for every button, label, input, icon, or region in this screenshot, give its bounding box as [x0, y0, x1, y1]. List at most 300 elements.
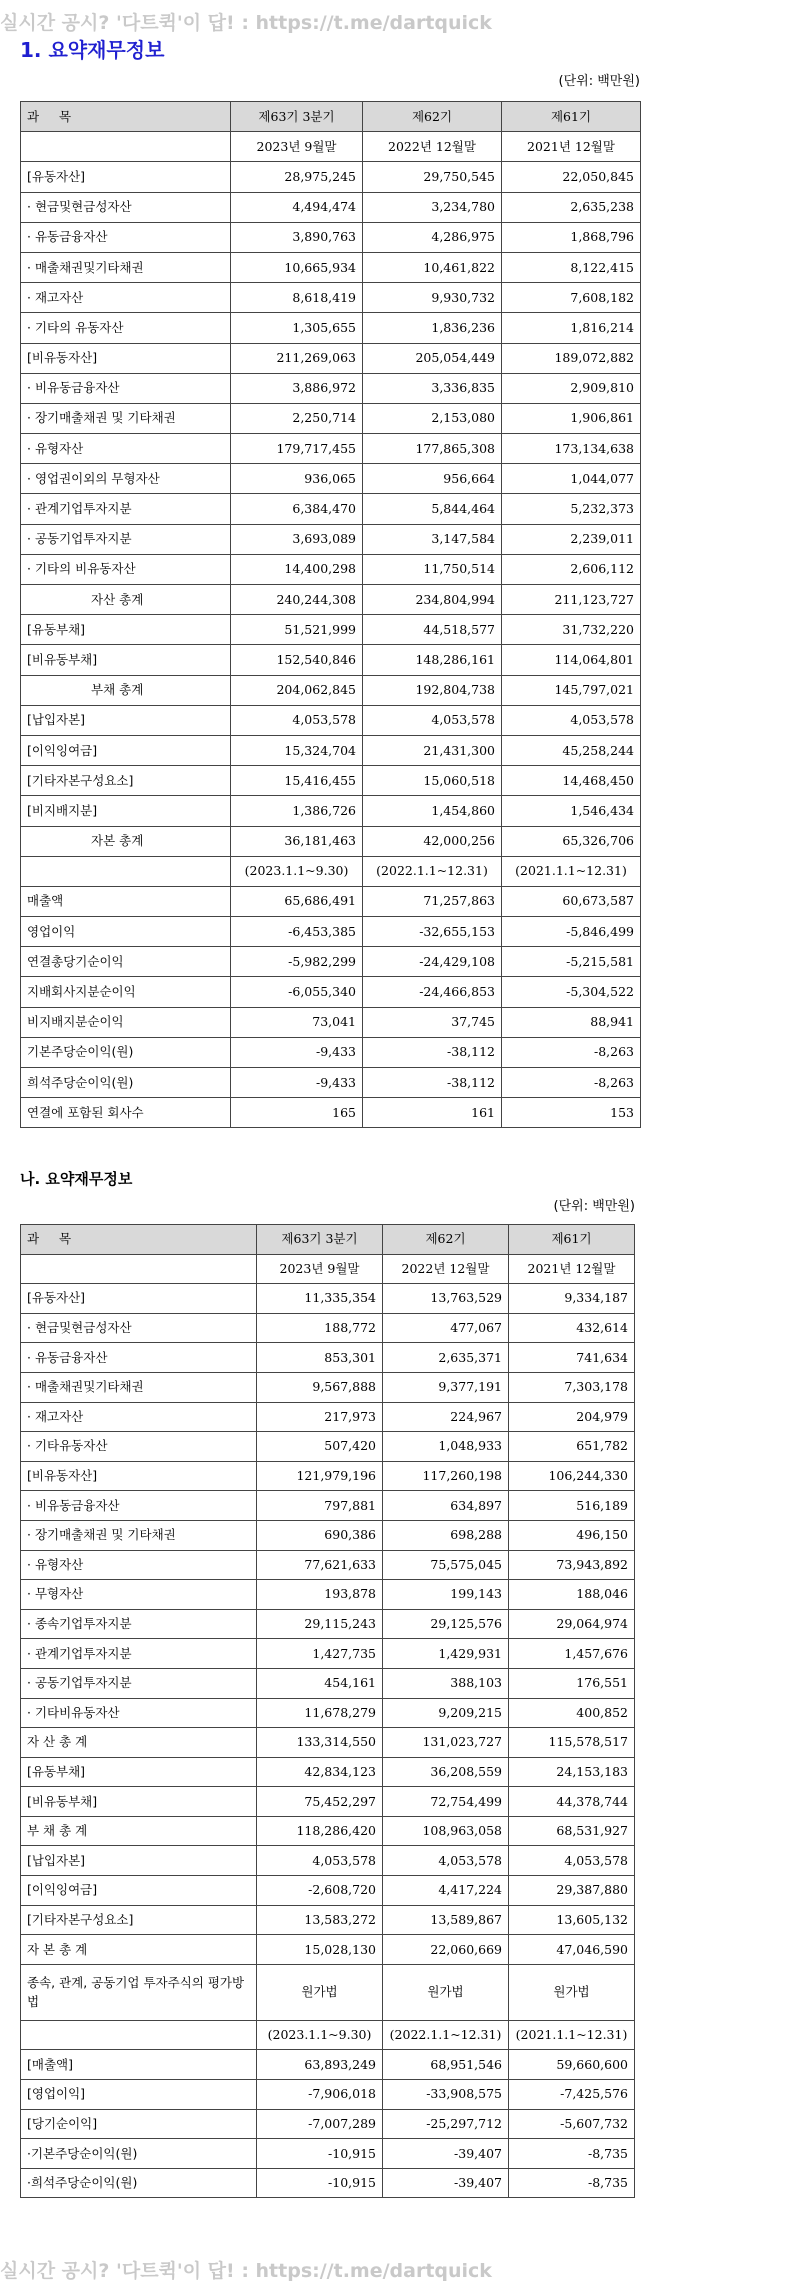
header-period-cell: 제63기 3분기	[231, 102, 363, 132]
value-cell: 507,420	[257, 1432, 383, 1462]
row-label-cell: · 유형자산	[21, 434, 231, 464]
value-cell: 1,386,726	[231, 796, 363, 826]
value-cell: 1,457,676	[509, 1639, 635, 1669]
value-cell: 651,782	[509, 1432, 635, 1462]
value-cell: 432,614	[509, 1313, 635, 1343]
value-cell: 71,257,863	[363, 886, 502, 916]
period-cell: (2023.1.1~9.30)	[231, 856, 363, 886]
header-label-cell: 과 목	[21, 102, 231, 132]
value-cell: 2,239,011	[502, 524, 641, 554]
period-cell: (2022.1.1~12.31)	[383, 2020, 509, 2050]
table-row	[21, 766, 641, 796]
value-cell: -25,297,712	[383, 2109, 509, 2139]
table-row	[21, 252, 641, 282]
value-cell: 13,605,132	[509, 1905, 635, 1935]
value-cell: 117,260,198	[383, 1461, 509, 1491]
period-cell: (2023.1.1~9.30)	[257, 2020, 383, 2050]
value-cell: -24,429,108	[363, 947, 502, 977]
period-cell: (2021.1.1~12.31)	[502, 856, 641, 886]
value-cell: 4,053,578	[231, 705, 363, 735]
table-row	[21, 283, 641, 313]
row-label-cell: [기타자본구성요소]	[21, 1905, 257, 1935]
value-cell: 5,844,464	[363, 494, 502, 524]
row-label-cell: · 관계기업투자지분	[21, 1639, 257, 1669]
row-label-cell: [당기순이익]	[21, 2109, 257, 2139]
value-cell: 68,531,927	[509, 1816, 635, 1846]
table-row	[21, 554, 641, 584]
row-label-cell: · 비유동금융자산	[21, 1491, 257, 1521]
value-cell: 47,046,590	[509, 1935, 635, 1965]
table-row	[21, 1905, 635, 1935]
value-cell: 240,244,308	[231, 585, 363, 615]
row-label-cell: · 장기매출채권 및 기타채권	[21, 1520, 257, 1550]
table-row	[21, 886, 641, 916]
value-cell: 4,053,578	[383, 1846, 509, 1876]
table-row	[21, 615, 641, 645]
value-cell: 36,208,559	[383, 1757, 509, 1787]
value-cell: 217,973	[257, 1402, 383, 1432]
value-cell: 496,150	[509, 1520, 635, 1550]
value-cell: 211,269,063	[231, 343, 363, 373]
header-period-cell: 제61기	[509, 1225, 635, 1255]
row-label-cell: [비유동자산]	[21, 343, 231, 373]
table-row	[21, 1550, 635, 1580]
row-label-cell: · 공동기업투자지분	[21, 1668, 257, 1698]
value-cell: 7,303,178	[509, 1372, 635, 1402]
date-cell: 2023년 9월말	[231, 132, 363, 162]
value-cell: 4,053,578	[502, 705, 641, 735]
table-row	[21, 1639, 635, 1669]
value-cell: 234,804,994	[363, 585, 502, 615]
value-cell: 29,064,974	[509, 1609, 635, 1639]
value-cell: 3,890,763	[231, 222, 363, 252]
row-label-cell: [이익잉여금]	[21, 735, 231, 765]
table-row	[21, 1520, 635, 1550]
value-cell: 4,417,224	[383, 1876, 509, 1906]
value-cell: -2,608,720	[257, 1876, 383, 1906]
value-cell: -6,055,340	[231, 977, 363, 1007]
header-label-cell: 과 목	[21, 1225, 257, 1255]
table-row	[21, 1098, 641, 1128]
value-cell: 14,468,450	[502, 766, 641, 796]
value-cell: 13,763,529	[383, 1284, 509, 1314]
row-label-cell: 비지배지분순이익	[21, 1007, 231, 1037]
table-row	[21, 1787, 635, 1817]
table-row	[21, 645, 641, 675]
value-cell: 1,816,214	[502, 313, 641, 343]
row-label-cell: · 기타의 비유동자산	[21, 554, 231, 584]
value-cell: 9,334,187	[509, 1284, 635, 1314]
row-label-cell: 부 채 총 계	[21, 1816, 257, 1846]
value-cell: 11,678,279	[257, 1698, 383, 1728]
row-label-cell: [유동자산]	[21, 162, 231, 192]
value-cell: -5,607,732	[509, 2109, 635, 2139]
header-period-cell: 제63기 3분기	[257, 1225, 383, 1255]
value-cell: 3,886,972	[231, 373, 363, 403]
value-cell: 9,930,732	[363, 283, 502, 313]
table-row	[21, 675, 641, 705]
row-label-cell: 부채 총계	[21, 675, 231, 705]
table-row	[21, 2168, 635, 2198]
row-label-cell: 자 본 총 계	[21, 1935, 257, 1965]
row-label-cell: [비유동자산]	[21, 1461, 257, 1491]
value-cell: 4,286,975	[363, 222, 502, 252]
value-cell: 189,072,882	[502, 343, 641, 373]
value-cell: -5,982,299	[231, 947, 363, 977]
value-cell: 51,521,999	[231, 615, 363, 645]
row-label-cell: [비유동부채]	[21, 1787, 257, 1817]
table-row	[21, 1876, 635, 1906]
table-row	[21, 1935, 635, 1965]
value-cell: 3,147,584	[363, 524, 502, 554]
value-cell: 1,429,931	[383, 1639, 509, 1669]
value-cell: 65,686,491	[231, 886, 363, 916]
value-cell: -5,304,522	[502, 977, 641, 1007]
table-row	[21, 1461, 635, 1491]
empty-cell	[21, 132, 231, 162]
value-cell: 1,048,933	[383, 1432, 509, 1462]
value-cell: 15,060,518	[363, 766, 502, 796]
table-row	[21, 1757, 635, 1787]
section-1-unit: (단위: 백만원)	[558, 74, 640, 89]
row-label-cell: 연결총당기순이익	[21, 947, 231, 977]
table-row	[21, 705, 641, 735]
value-cell: 75,575,045	[383, 1550, 509, 1580]
table-row	[21, 2050, 635, 2080]
value-cell: 21,431,300	[363, 735, 502, 765]
table-row	[21, 1491, 635, 1521]
value-cell: -39,407	[383, 2168, 509, 2198]
table-row	[21, 373, 641, 403]
value-cell: 11,335,354	[257, 1284, 383, 1314]
value-cell: -38,112	[363, 1068, 502, 1098]
value-cell: 161	[363, 1098, 502, 1128]
value-cell: -8,735	[509, 2139, 635, 2169]
value-cell: 24,153,183	[509, 1757, 635, 1787]
value-cell: 152,540,846	[231, 645, 363, 675]
value-cell: 454,161	[257, 1668, 383, 1698]
value-cell: 29,387,880	[509, 1876, 635, 1906]
value-cell: 44,518,577	[363, 615, 502, 645]
table-row	[21, 403, 641, 433]
value-cell: 204,979	[509, 1402, 635, 1432]
row-label-cell: [기타자본구성요소]	[21, 766, 231, 796]
date-cell: 2022년 12월말	[363, 132, 502, 162]
table-row	[21, 1846, 635, 1876]
value-cell: 936,065	[231, 464, 363, 494]
value-cell: 133,314,550	[257, 1728, 383, 1758]
row-label-cell: · 영업권이외의 무형자산	[21, 464, 231, 494]
value-cell: -33,908,575	[383, 2080, 509, 2110]
value-cell: 956,664	[363, 464, 502, 494]
table-row	[21, 1609, 635, 1639]
date-row	[21, 1254, 635, 1284]
value-cell: -39,407	[383, 2139, 509, 2169]
value-cell: 853,301	[257, 1343, 383, 1373]
value-cell: 42,834,123	[257, 1757, 383, 1787]
value-cell: 15,324,704	[231, 735, 363, 765]
row-label-cell: [납입자본]	[21, 705, 231, 735]
row-label-cell: · 기타의 유동자산	[21, 313, 231, 343]
table-row	[21, 826, 641, 856]
value-cell: 7,608,182	[502, 283, 641, 313]
row-label-cell: · 무형자산	[21, 1580, 257, 1610]
summary-financial-table-consolidated	[20, 101, 641, 1128]
value-cell: 22,050,845	[502, 162, 641, 192]
value-cell: 2,250,714	[231, 403, 363, 433]
value-cell: -7,007,289	[257, 2109, 383, 2139]
value-cell: 192,804,738	[363, 675, 502, 705]
value-cell: 10,665,934	[231, 252, 363, 282]
table-row	[21, 313, 641, 343]
value-cell: 224,967	[383, 1402, 509, 1432]
row-label-cell: 희석주당순이익(원)	[21, 1068, 231, 1098]
value-cell: 131,023,727	[383, 1728, 509, 1758]
value-cell: 73,943,892	[509, 1550, 635, 1580]
value-cell: 77,621,633	[257, 1550, 383, 1580]
value-cell: 9,377,191	[383, 1372, 509, 1402]
value-cell: 10,461,822	[363, 252, 502, 282]
value-cell: 193,878	[257, 1580, 383, 1610]
value-cell: 11,750,514	[363, 554, 502, 584]
value-cell: 1,906,861	[502, 403, 641, 433]
row-label-cell: · 매출채권및기타채권	[21, 1372, 257, 1402]
value-cell: 797,881	[257, 1491, 383, 1521]
value-cell: 13,589,867	[383, 1905, 509, 1935]
row-label-cell: · 공동기업투자지분	[21, 524, 231, 554]
table-row	[21, 1402, 635, 1432]
table-row	[21, 2080, 635, 2110]
value-cell: 690,386	[257, 1520, 383, 1550]
value-cell: 29,115,243	[257, 1609, 383, 1639]
table-row	[21, 1037, 641, 1067]
value-cell: 29,125,576	[383, 1609, 509, 1639]
value-cell: 6,384,470	[231, 494, 363, 524]
value-cell: 1,044,077	[502, 464, 641, 494]
value-cell: 204,062,845	[231, 675, 363, 705]
value-cell: 8,122,415	[502, 252, 641, 282]
table-row	[21, 1580, 635, 1610]
row-label-cell: · 현금및현금성자산	[21, 192, 231, 222]
value-cell: 75,452,297	[257, 1787, 383, 1817]
value-cell: 60,673,587	[502, 886, 641, 916]
value-cell: 2,909,810	[502, 373, 641, 403]
value-cell: 29,750,545	[363, 162, 502, 192]
value-cell: 13,583,272	[257, 1905, 383, 1935]
row-label-cell: · 유형자산	[21, 1550, 257, 1580]
row-label-cell: · 유동금융자산	[21, 222, 231, 252]
value-cell: 37,745	[363, 1007, 502, 1037]
date-cell: 2023년 9월말	[257, 1254, 383, 1284]
date-row	[21, 132, 641, 162]
table-row	[21, 917, 641, 947]
value-cell: -24,466,853	[363, 977, 502, 1007]
table-row	[21, 1698, 635, 1728]
value-cell: 15,028,130	[257, 1935, 383, 1965]
value-cell: -9,433	[231, 1037, 363, 1067]
value-cell: 516,189	[509, 1491, 635, 1521]
value-cell: 205,054,449	[363, 343, 502, 373]
row-label-cell: · 재고자산	[21, 1402, 257, 1432]
value-cell: 8,618,419	[231, 283, 363, 313]
header-row	[21, 1225, 635, 1255]
table-row	[21, 585, 641, 615]
row-label-cell: ·기본주당순이익(원)	[21, 2139, 257, 2169]
row-label-cell: · 기타비유동자산	[21, 1698, 257, 1728]
value-cell: 2,153,080	[363, 403, 502, 433]
date-cell: 2021년 12월말	[502, 132, 641, 162]
table-row	[21, 735, 641, 765]
date-cell: 2022년 12월말	[383, 1254, 509, 1284]
table-row	[21, 494, 641, 524]
value-cell: -38,112	[363, 1037, 502, 1067]
value-cell: 115,578,517	[509, 1728, 635, 1758]
row-label-cell: · 종속기업투자지분	[21, 1609, 257, 1639]
table-row	[21, 1068, 641, 1098]
table-row	[21, 947, 641, 977]
row-label-cell: 연결에 포함된 회사수	[21, 1098, 231, 1128]
row-label-cell: · 재고자산	[21, 283, 231, 313]
value-cell: 68,951,546	[383, 2050, 509, 2080]
table-row	[21, 222, 641, 252]
header-period-cell: 제62기	[363, 102, 502, 132]
date-cell: 2021년 12월말	[509, 1254, 635, 1284]
watermark-bottom: 실시간 공시? '다트퀵'이 답! : https://t.me/dartquick	[0, 2260, 492, 2282]
row-label-cell: · 장기매출채권 및 기타채권	[21, 403, 231, 433]
table-row	[21, 1728, 635, 1758]
table-row	[21, 1372, 635, 1402]
value-cell: -6,453,385	[231, 917, 363, 947]
section-2-title: 나. 요약재무정보	[20, 1170, 133, 1188]
value-cell: 148,286,161	[363, 645, 502, 675]
value-cell: 388,103	[383, 1668, 509, 1698]
row-label-cell: 영업이익	[21, 917, 231, 947]
row-label-cell: · 현금및현금성자산	[21, 1313, 257, 1343]
value-cell: 211,123,727	[502, 585, 641, 615]
row-label-cell: 자산 총계	[21, 585, 231, 615]
table-row	[21, 1816, 635, 1846]
table-row	[21, 796, 641, 826]
value-cell: 2,635,238	[502, 192, 641, 222]
value-cell: 14,400,298	[231, 554, 363, 584]
row-label-cell: · 매출채권및기타채권	[21, 252, 231, 282]
value-cell: -8,263	[502, 1037, 641, 1067]
row-label-cell: 자본 총계	[21, 826, 231, 856]
value-cell: 4,494,474	[231, 192, 363, 222]
period-cell: (2021.1.1~12.31)	[509, 2020, 635, 2050]
value-cell: 106,244,330	[509, 1461, 635, 1491]
row-label-cell: · 관계기업투자지분	[21, 494, 231, 524]
row-label-cell: 지배회사지분순이익	[21, 977, 231, 1007]
value-cell: 31,732,220	[502, 615, 641, 645]
value-cell: 45,258,244	[502, 735, 641, 765]
value-cell: 1,427,735	[257, 1639, 383, 1669]
value-cell: 400,852	[509, 1698, 635, 1728]
value-cell: -10,915	[257, 2168, 383, 2198]
table-row	[21, 2109, 635, 2139]
value-cell: 188,046	[509, 1580, 635, 1610]
value-cell: 42,000,256	[363, 826, 502, 856]
row-label-cell: 자 산 총 계	[21, 1728, 257, 1758]
row-label-cell: [이익잉여금]	[21, 1876, 257, 1906]
row-label-cell: [유동자산]	[21, 1284, 257, 1314]
empty-cell	[21, 1254, 257, 1284]
section-1-title: 1. 요약재무정보	[20, 38, 165, 62]
value-cell: -5,215,581	[502, 947, 641, 977]
value-cell: 153	[502, 1098, 641, 1128]
value-cell: 1,454,860	[363, 796, 502, 826]
value-cell: 9,209,215	[383, 1698, 509, 1728]
value-cell: 4,053,578	[509, 1846, 635, 1876]
method-cell: 원가법	[257, 1964, 383, 2020]
row-label-cell: · 유동금융자산	[21, 1343, 257, 1373]
row-label-cell: · 기타유동자산	[21, 1432, 257, 1462]
table-row	[21, 1007, 641, 1037]
value-cell: 634,897	[383, 1491, 509, 1521]
value-cell: 63,893,249	[257, 2050, 383, 2080]
table-row	[21, 1668, 635, 1698]
value-cell: -9,433	[231, 1068, 363, 1098]
row-label-cell: ·희석주당순이익(원)	[21, 2168, 257, 2198]
table-row	[21, 464, 641, 494]
value-cell: -32,655,153	[363, 917, 502, 947]
value-cell: 698,288	[383, 1520, 509, 1550]
table-row	[21, 1343, 635, 1373]
table-row	[21, 977, 641, 1007]
value-cell: 88,941	[502, 1007, 641, 1037]
value-cell: 5,232,373	[502, 494, 641, 524]
summary-financial-table-separate	[20, 1224, 635, 2198]
value-cell: 2,606,112	[502, 554, 641, 584]
method-row	[21, 1964, 635, 2020]
value-cell: 3,234,780	[363, 192, 502, 222]
value-cell: 4,053,578	[257, 1846, 383, 1876]
value-cell: 121,979,196	[257, 1461, 383, 1491]
value-cell: 165	[231, 1098, 363, 1128]
value-cell: 1,305,655	[231, 313, 363, 343]
value-cell: -10,915	[257, 2139, 383, 2169]
table-row	[21, 2139, 635, 2169]
empty-cell	[21, 2020, 257, 2050]
value-cell: 176,551	[509, 1668, 635, 1698]
value-cell: 3,693,089	[231, 524, 363, 554]
value-cell: 1,836,236	[363, 313, 502, 343]
value-cell: 3,336,835	[363, 373, 502, 403]
header-period-cell: 제61기	[502, 102, 641, 132]
value-cell: 188,772	[257, 1313, 383, 1343]
value-cell: -7,425,576	[509, 2080, 635, 2110]
period-row	[21, 856, 641, 886]
row-label-cell: [비유동부채]	[21, 645, 231, 675]
empty-cell	[21, 856, 231, 886]
row-label-cell: 기본주당순이익(원)	[21, 1037, 231, 1067]
value-cell: 59,660,600	[509, 2050, 635, 2080]
value-cell: -5,846,499	[502, 917, 641, 947]
table-row	[21, 434, 641, 464]
value-cell: 477,067	[383, 1313, 509, 1343]
value-cell: 4,053,578	[363, 705, 502, 735]
value-cell: 65,326,706	[502, 826, 641, 856]
table-row	[21, 192, 641, 222]
period-cell: (2022.1.1~12.31)	[363, 856, 502, 886]
value-cell: 108,963,058	[383, 1816, 509, 1846]
value-cell: 179,717,455	[231, 434, 363, 464]
value-cell: 73,041	[231, 1007, 363, 1037]
header-period-cell: 제62기	[383, 1225, 509, 1255]
value-cell: 1,546,434	[502, 796, 641, 826]
row-label-cell: 종속, 관계, 공동기업 투자주식의 평가방법	[21, 1964, 257, 2020]
value-cell: -7,906,018	[257, 2080, 383, 2110]
